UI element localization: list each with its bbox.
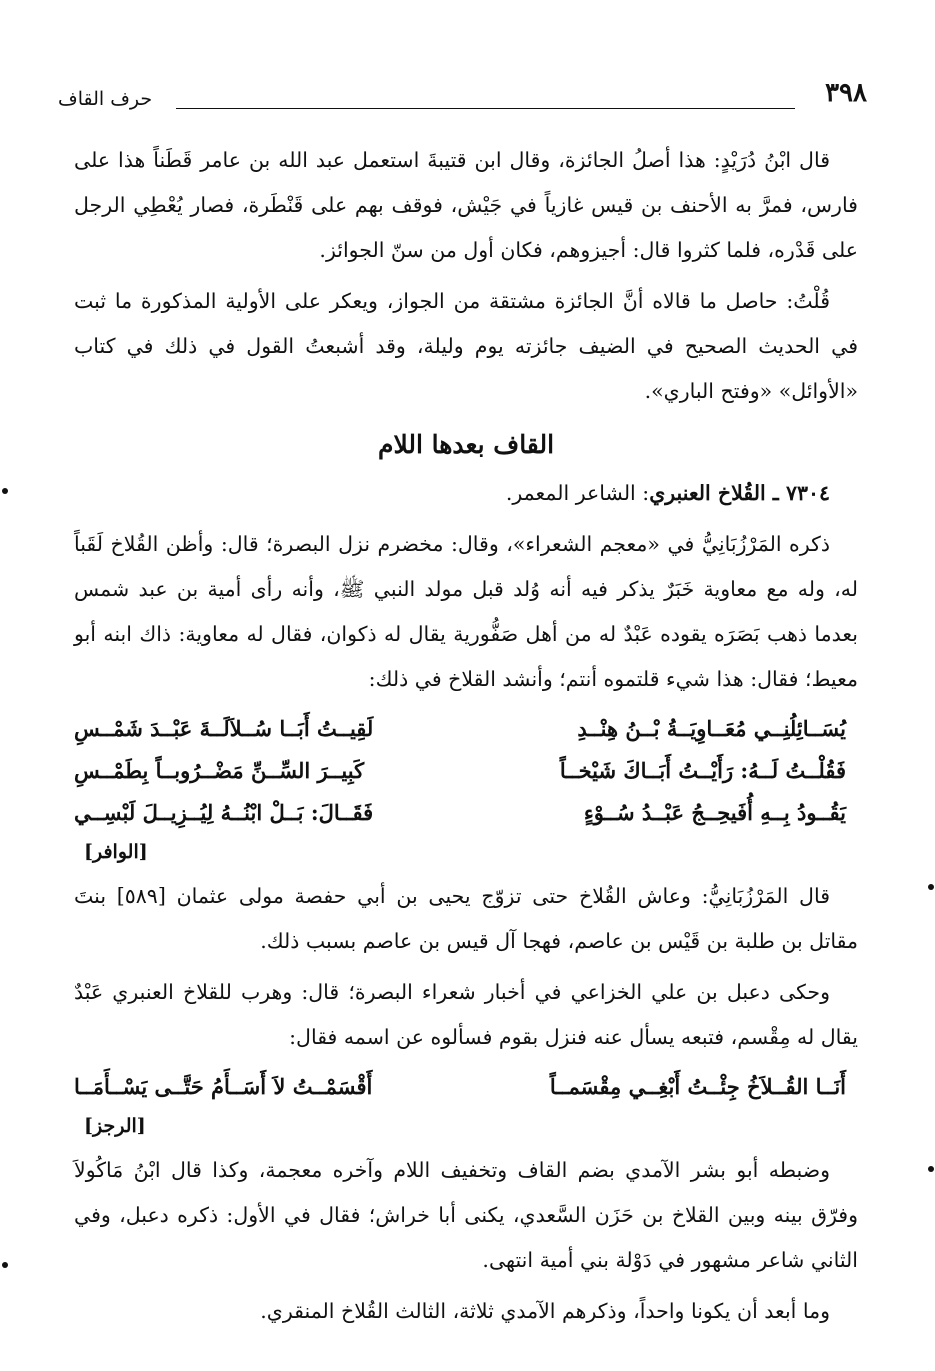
verse-second-hemistich: أَقْسَمْــتُ لاَ أَسَــأَمُ حَتَّــى يَسْــأَمَــا — [74, 1074, 373, 1099]
entry-title: ٧٣٠٤ ـ القُلاخ العنبري — [649, 481, 830, 505]
page-header — [58, 78, 877, 118]
poem — [74, 1066, 858, 1148]
scan-margin-dot — [928, 1166, 934, 1172]
verse-second-hemistich: كَبِيــرَ السِّــنِّ مَضْــرُوبــاً بِطَمْــسِ — [74, 758, 365, 783]
paragraph: ذكره المَرْزُبَانِيُّ في «معجم الشعراء»، وقال: مخضرم نزل البصرة؛ قال: وأظن القُلاخ لَقَباً له، وله مع معاوية خَبَرٌ يذكر فيه أنه وُلد قبل مولد النبي ﷺ، وأنه رأى أمية بن عبد شمس بعدما ذهب بَصَرَه يقوده عَبْدٌ له من أهل صَفُّورية يقال له ذكوان، فقال له معاوية: ذاك ابنه أبو معيط؛ فقال: هذا شيء قلتموه أنتم؛ وأنشد القلاخ في ذلك: — [74, 532, 858, 691]
paragraph: وما أبعد أن يكونا واحداً، وذكرهم الآمدي ثلاثة، الثالث القُلاخ المنقري. — [260, 1299, 830, 1323]
verse-second-hemistich: فَقَــالَ: بَــلْ ابْنُــهُ لِيُــزِيــلَ لَبْسِــي — [74, 800, 374, 825]
scan-margin-dot — [2, 1262, 8, 1268]
paragraph: وضبطه أبو بشر الآمدي بضم القاف وتخفيف اللام وآخره معجمة، وكذا قال ابْنُ مَاكُولاَ وفرّق بينه وبين القلاخ بن حَزَن السَّعدي، يكنى أبا خراش؛ فقال في الأول: ذكره دعبل، وفي الثاني شاعر مشهور في دَوْلة بني أمية انتهى. — [74, 1158, 858, 1272]
verse-first-hemistich: يَقُــودُ بِــهِ أُفَيحِــجُ عَبْــدُ سُــوْءٍ — [583, 800, 846, 825]
verse-first-hemistich: أَنَــا القُــلاَخُ جِئْــتُ أَبْغِــي مِقْسَمــاً — [549, 1074, 846, 1099]
section-heading: القاف بعدها اللام — [377, 430, 555, 459]
verse-first-hemistich: فَقُلْــتُ لَــهُ: رَأَيْــتُ أَبَــاكَ شَيْخــاً — [559, 758, 846, 783]
verse — [74, 708, 858, 750]
scan-margin-dot — [928, 884, 934, 890]
page-body — [74, 138, 858, 1340]
paragraph: وحكى دعبل بن علي الخزاعي في أخبار شعراء البصرة؛ قال: وهرب للقلاخ العنبري عَبْدٌ يقال له مِقْسم، فتبعه يسأل عنه فنزل بقوم فسألوه عن اسمه فقال: — [74, 980, 858, 1049]
verse — [74, 1066, 858, 1108]
verse — [74, 792, 858, 834]
verse-second-hemistich: لَقِيــتُ أَبَــا سُــلاَلَــةَ عَبْــدَ شَمْــسِ — [74, 716, 374, 741]
paragraph: قال المَرْزُبَانِيُّ: وعاش القُلاخ حتى تزوّج يحيى بن أبي حفصة مولى عثمان [٥٨٩] بنتَ مقاتل بن طلبة بن قَيْس بن عاصم، فهجا آل قيس بن عاصم بسبب ذلك. — [74, 884, 858, 953]
poem-meter: [الوافر] — [84, 841, 148, 863]
running-title: حرف القاف — [58, 88, 153, 110]
page-number: ٣٩٨ — [825, 78, 867, 108]
paragraph: قال ابْنُ دُرَيْدٍ: هذا أصلُ الجائزة، وقال ابن قتيبةَ استعمل عبد الله بن عامر قَطَناً هذا على فارس، فمرَّ به الأحنف بن قيس غازياً في جَيْش، فوقف بهم على قَنْطَرة، فصار يُعْطِي الرجل على قَدْره، فلما كثروا قال: أجيزوهم، فكان أول من سنّ الجوائز. — [74, 148, 858, 262]
verse-first-hemistich: يُسَــائِلُنِــي مُعَــاوِيَــةُ بْــنُ هِنْــدِ — [577, 716, 846, 741]
scan-margin-dot — [2, 488, 8, 494]
entry-description: : الشاعر المعمر. — [505, 481, 650, 505]
verse — [74, 750, 858, 792]
entry-header — [74, 471, 858, 516]
poem — [74, 708, 858, 874]
paragraph: قُلْتُ: حاصل ما قالاه أنَّ الجائزة مشتقة من الجواز، ويعكر على الأولية المذكورة ما ثبت في الحديث الصحيح في الضيف جائزته يوم وليلة، وقد أشبعتُ القول في ذلك في كتاب «الأوائل» «وفتح الباري». — [74, 289, 858, 403]
header-rule — [176, 108, 795, 109]
poem-meter: [الرجز] — [84, 1115, 146, 1137]
